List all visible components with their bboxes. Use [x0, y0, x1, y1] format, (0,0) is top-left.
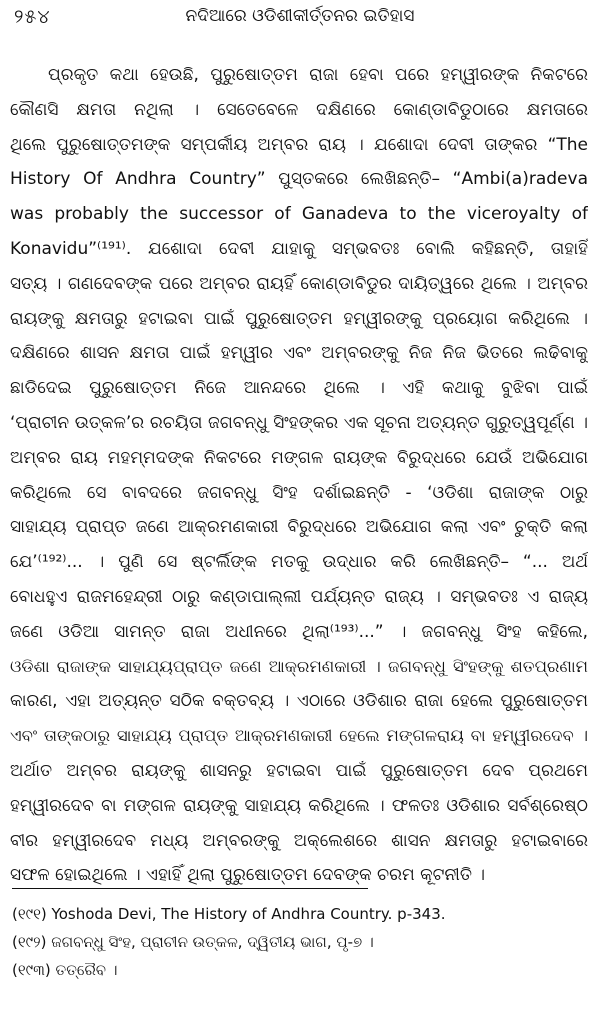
- page-header: [14, 6, 586, 36]
- body-paragraph: [10, 58, 588, 893]
- text-line: ଯେ’⁽¹⁹²⁾... । ପୁଣି ସେ ଷ୍ଟର୍ଲିଙ୍କ ମତକୁ ଉଦ୍ଧାର କରି ଲେଖିଛନ୍ତି– “... ଅର୍ଥ: [10, 552, 588, 573]
- text-line: କରିଥିଲେ ସେ ବାବଦରେ ଜଗବନ୍ଧୁ ସିଂହ ଦର୍ଶାଇଛନ୍ତି - ‘ଓଡିଶା ରାଜାଙ୍କ ଠାରୁ: [10, 482, 588, 503]
- text-line: କୌଣସି କ୍ଷମତା ନଥିଲା । ସେତେବେଳେ ଦକ୍ଷିଣରେ କୋଣ୍ଡାବିଡୁଠାରେ କ୍ଷମତାରେ: [10, 99, 588, 120]
- text-line: ସତ୍ୟ । ଗଣଦେବଙ୍କ ପରେ ଅମ୍ବର ରାୟହିଁ କୋଣ୍ଡାବିଡୁର ଦାୟିତ୍ୱରେ ଥିଲେ । ଅମ୍ବର: [10, 273, 588, 294]
- footnote: (୧୯୧) Yoshoda Devi, The History of Andhra Country. p-343.: [12, 905, 446, 923]
- text-line: ଥିଲେ ପୁରୁଷୋତ୍ତମଙ୍କ ସମ୍ପର୍କୀୟ ଅମ୍ବର ରାୟ । ଯଶୋଦା ଦେବୀ ତାଙ୍କର “The: [10, 134, 588, 155]
- text-line: ଛାଡିଦେଇ ପୁରୁଷୋତ୍ତମ ନିଜେ ଆନନ୍ଦରେ ଥିଲେ । ଏହି କଥାକୁ ବୁଝିବା ପାଇଁ: [10, 378, 588, 399]
- text-line: ରାୟଙ୍କୁ କ୍ଷମତାରୁ ହଟାଇବା ପାଇଁ ପୁରୁଷୋତ୍ତମ ହମ୍ୱୀରଙ୍କୁ ପ୍ରୟୋଗ କରିଥିଲେ ।: [10, 308, 588, 329]
- footnotes: [12, 900, 590, 984]
- text-line: କାରଣ, ଏହା ଅତ୍ୟନ୍ତ ସଠିକ ବକ୍ତବ୍ୟ । ଏଠାରେ ଓଡିଶାର ରାଜା ହେଲେ ପୁରୁଷୋତ୍ତମ: [10, 691, 588, 712]
- text-line: ସଫଳ ହୋଇଥିଲେ । ଏହାହିଁ ଥିଲା ପୁରୁଷୋତ୍ତମ ଦେବଙ୍କ ଚରମ କୂଟନୀତି ।: [10, 865, 486, 886]
- text-line: ହମ୍ୱୀରଦେବ ବା ମଙ୍ଗଳ ରାୟଙ୍କୁ ସାହାଯ୍ୟ କରିଥିଲେ । ଫଳତଃ ଓଡିଶାର ସର୍ବଶ୍ରେଷ୍ଠ: [10, 795, 588, 816]
- page-number: ୨୫୪: [14, 6, 51, 28]
- footnote: (୧୯୩) ତତ୍ରୈବ ।: [12, 961, 118, 979]
- text-line: ‘ପ୍ରାଚୀନ ଉତ୍କଳ’ର ରଚୟିତା ଜଗବନ୍ଧୁ ସିଂହଙ୍କର ଏକ ସୂଚନା ଅତ୍ୟନ୍ତ ଗୁରୁତ୍ୱପୂର୍ଣ୍ଣ ।: [10, 412, 588, 433]
- text-line: was probably the successor of Ganadeva to the viceroyalty of: [10, 204, 588, 225]
- text-line: ବୀର ହମ୍ୱୀରଦେବ ମଧ୍ୟ ଅମ୍ବରଙ୍କୁ ଅକ୍ଲେଶରେ ଶାସନ କ୍ଷମତାରୁ ହଟାଇବାରେ: [10, 830, 588, 851]
- running-title: ନଦିଆରେ ଓଡିଶୀକୀର୍ତ୍ତନର ଇତିହାସ: [185, 6, 415, 26]
- text-line: ଓଡିଶା ରାଜାଙ୍କ ସାହାଯ୍ୟପ୍ରାପ୍ତ ଜଣେ ଆକ୍ରମଣକାରୀ । ଜଗବନ୍ଧୁ ସିଂହଙ୍କୁ ଶତପ୍ରଣାମ: [10, 656, 588, 676]
- footnote-divider: [12, 888, 368, 889]
- text-line: ସାହାଯ୍ୟ ପ୍ରାପ୍ତ ଜଣେ ଆକ୍ରମଣକାରୀ ବିରୁଦ୍ଧରେ ଅଭିଯୋଗ କଲା ଏବଂ ଚୁକ୍ତି କଲା: [10, 517, 588, 538]
- text-line: ଅମ୍ବର ରାୟ ମହମ୍ମଦଙ୍କ ନିକଟରେ ମଙ୍ଗଳ ରାୟଙ୍କ ବିରୁଦ୍ଧରେ ଯେଉଁ ଅଭିଯୋଗ: [10, 447, 588, 468]
- text-line: ଅର୍ଥାତ ଅମ୍ବର ରାୟଙ୍କୁ ଶାସନରୁ ହଟାଇବା ପାଇଁ ପୁରୁଷୋତ୍ତମ ଦେବ ପ୍ରଥମେ: [10, 760, 588, 781]
- text-line: History Of Andhra Country” ପୁସ୍ତକରେ ଲେଖିଛନ୍ତି– “Ambi(a)radeva: [10, 169, 588, 190]
- text-line: ବୋଧହୁଏ ରାଜମହେନ୍ଦ୍ରୀ ଠାରୁ କଣ୍ଡାପାଲ୍ଲୀ ପର୍ଯ୍ୟନ୍ତ ରାଜ୍ୟ । ସମ୍ଭବତଃ ଏ ରାଜ୍ୟ: [10, 586, 588, 607]
- text-line: ପ୍ରକୃତ କଥା ହେଉଛି, ପୁରୁଷୋତ୍ତମ ରାଜା ହେବା ପରେ ହମ୍ୱୀରଙ୍କ ନିକଟରେ: [48, 65, 588, 85]
- text-line: ଏବଂ ତାଙ୍କଠାରୁ ସାହାଯ୍ୟ ପ୍ରାପ୍ତ ଆକ୍ରମଣକାରୀ ହେଲେ ମଙ୍ଗଳରାୟ ବା ହମ୍ୱୀରଦେବ ।: [10, 726, 588, 746]
- footnote: (୧୯୨) ଜଗବନ୍ଧୁ ସିଂହ, ପ୍ରାଚୀନ ଉତ୍କଳ, ଦ୍ୱିତୀୟ ଭାଗ, ପୃ-୭ ।: [12, 933, 374, 951]
- text-line: ଜଣେ ଓଡିଆ ସାମନ୍ତ ରାଜା ଅଧୀନରେ ଥିଲା⁽¹⁹³⁾...” । ଜଗବନ୍ଧୁ ସିଂହ କହିଲେ,: [10, 621, 588, 642]
- text-line: Konavidu”⁽¹⁹¹⁾. ଯଶୋଦା ଦେବୀ ଯାହାକୁ ସମ୍ଭବତଃ ବୋଲି କହିଛନ୍ତି, ତାହାହିଁ: [10, 238, 588, 259]
- text-line: ଦକ୍ଷିଣରେ ଶାସନ କ୍ଷମତା ପାଇଁ ହମ୍ୱୀର ଏବଂ ଅମ୍ବରଙ୍କୁ ନିଜ ନିଜ ଭିତରେ ଲଢିବାକୁ: [10, 343, 588, 364]
